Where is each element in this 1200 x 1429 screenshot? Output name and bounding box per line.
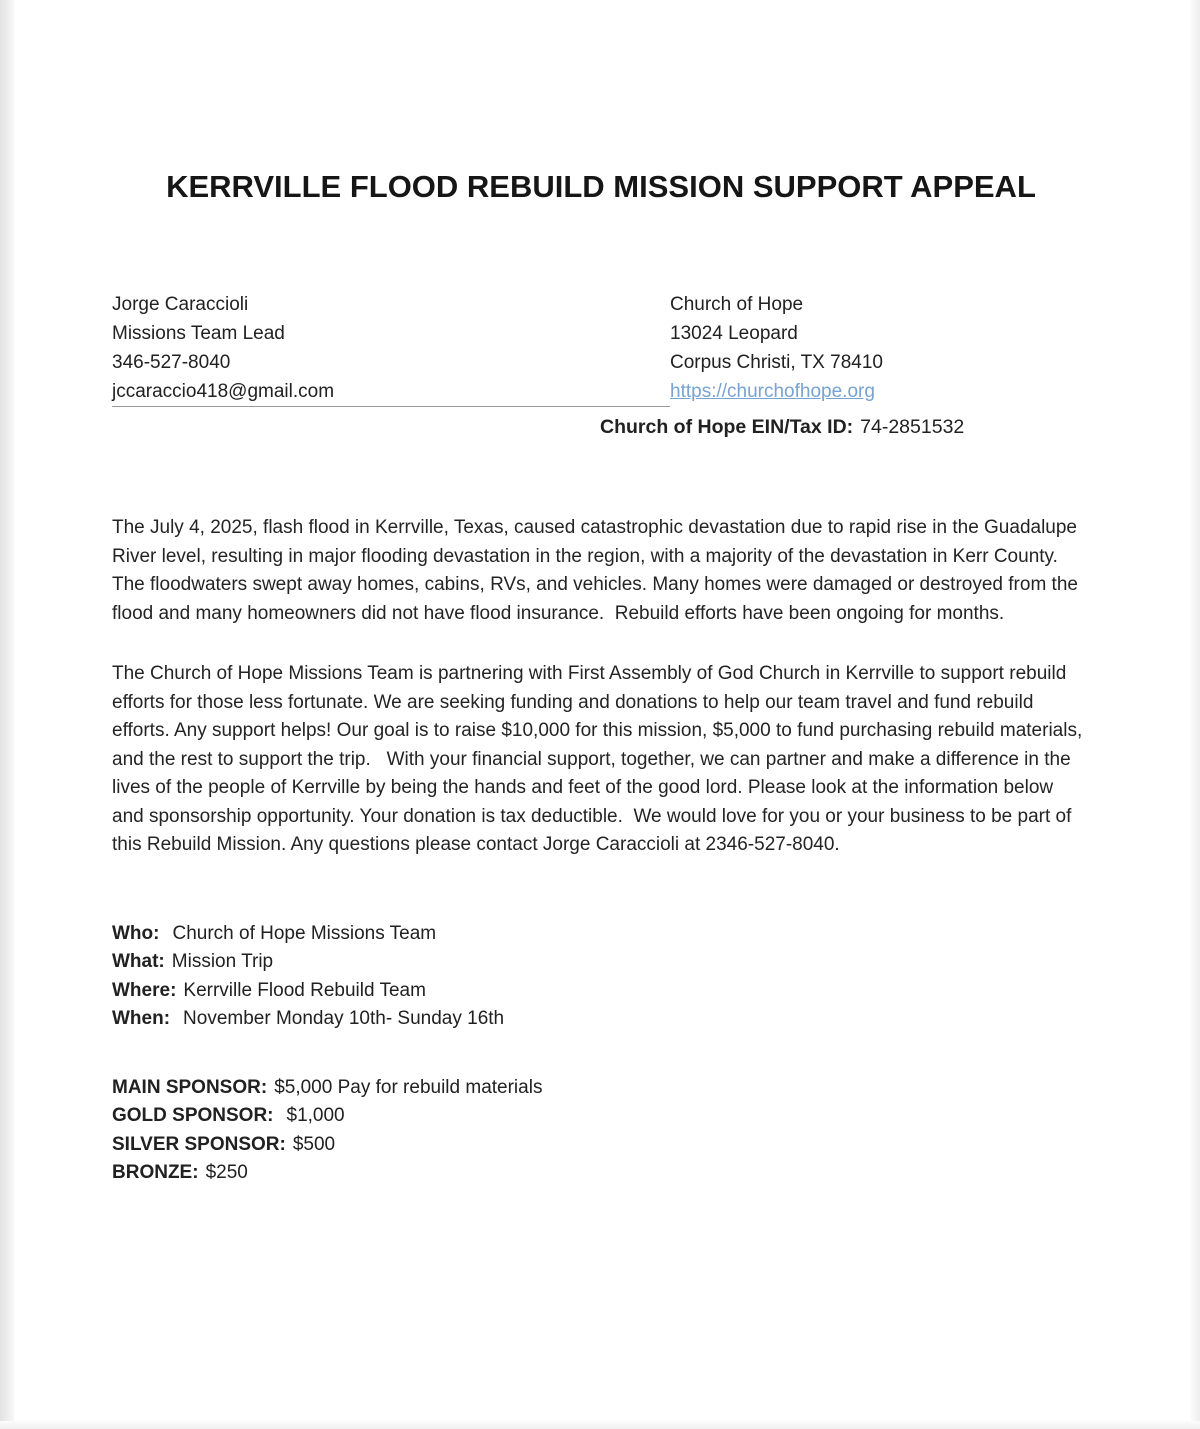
org-name: Church of Hope [670,294,804,315]
ein-value: 74-2851532 [860,416,965,438]
sponsor-value: $5,000 Pay for rebuild materials [274,1076,543,1098]
sponsor-label: BRONZE: [112,1162,199,1183]
detail-row-where [112,977,1090,1006]
detail-value: Kerrville Flood Rebuild Team [183,979,426,1001]
sponsor-levels-block [112,1074,1090,1188]
detail-value: Mission Trip [171,951,274,972]
sponsor-value: $250 [205,1162,248,1183]
detail-label: Who: [112,922,160,944]
detail-label: When: [112,1008,171,1029]
detail-row-when [112,1005,1090,1034]
paragraph-flood-description: The July 4, 2025, flash flood in Kerrville, Texas, caused catastrophic devastation due to rapid rise in the Guadalupe River level, resulting in major flooding devastation in the region, with a majority of the devastation in Kerr County. The floodwaters swept away homes, cabins, RVs, and vehicles. Many homes were damaged or destroyed from the flood and many homeowners did not have flood insurance. Rebuild efforts have been ongoing for months. [112,517,1084,624]
detail-label: Where: [112,979,177,1001]
contact-block [112,290,1090,407]
org-city: Corpus Christi, TX 78410 [670,352,883,373]
website-link[interactable]: https://churchofhope.org [670,381,875,402]
detail-value: November Monday 10th- Sunday 16th [183,1008,505,1029]
sponsor-row-gold [112,1102,1090,1131]
sponsor-row-main [112,1074,1090,1103]
sponsor-value: $1,000 [286,1105,345,1126]
page-edge-bottom [0,1421,1200,1429]
sponsor-row-bronze [112,1159,1090,1188]
page-title: KERRVILLE FLOOD REBUILD MISSION SUPPORT APPEAL [166,169,1036,204]
sponsor-label: MAIN SPONSOR: [112,1076,268,1098]
contact-role: Missions Team Lead [112,323,285,344]
sponsor-label: SILVER SPONSOR: [112,1133,286,1155]
ein-line [600,413,1090,442]
detail-row-who [112,920,1090,949]
detail-row-what [112,948,1090,977]
sponsor-label: GOLD SPONSOR: [112,1105,274,1126]
contact-email: jccaraccio418@gmail.com [112,377,670,407]
paragraph-mission-appeal: The Church of Hope Missions Team is partnering with First Assembly of God Church in Kerrville to support rebuild efforts for those less fortunate. We are seeking funding and donations to help our team travel and fund rebuild efforts. Any support helps! Our goal is to raise $10,000 for this mission, $5,000 to fund purchasing rebuild materials, and the rest to support the trip. With your financial support, together, we can partner and make a difference in the lives of the people of Kerrville by being the hands and feet of the good lord. Please look at the information below and sponsorship opportunity. Your donation is tax deductible. We would love for you or your business to be part of this Rebuild Mission. Any questions please contact Jorge Caraccioli at 2346-527-8040. [112,663,1088,855]
sponsor-value: $500 [292,1133,336,1155]
contact-name: Jorge Caraccioli [112,294,249,315]
detail-value: Church of Hope Missions Team [172,922,437,944]
trip-details-block [112,920,1090,1034]
org-street: 13024 Leopard [670,323,798,344]
sponsor-row-silver [112,1131,1090,1160]
contact-phone: 346-527-8040 [112,352,231,373]
ein-label: Church of Hope EIN/Tax ID: [600,416,854,438]
detail-label: What: [112,951,165,972]
